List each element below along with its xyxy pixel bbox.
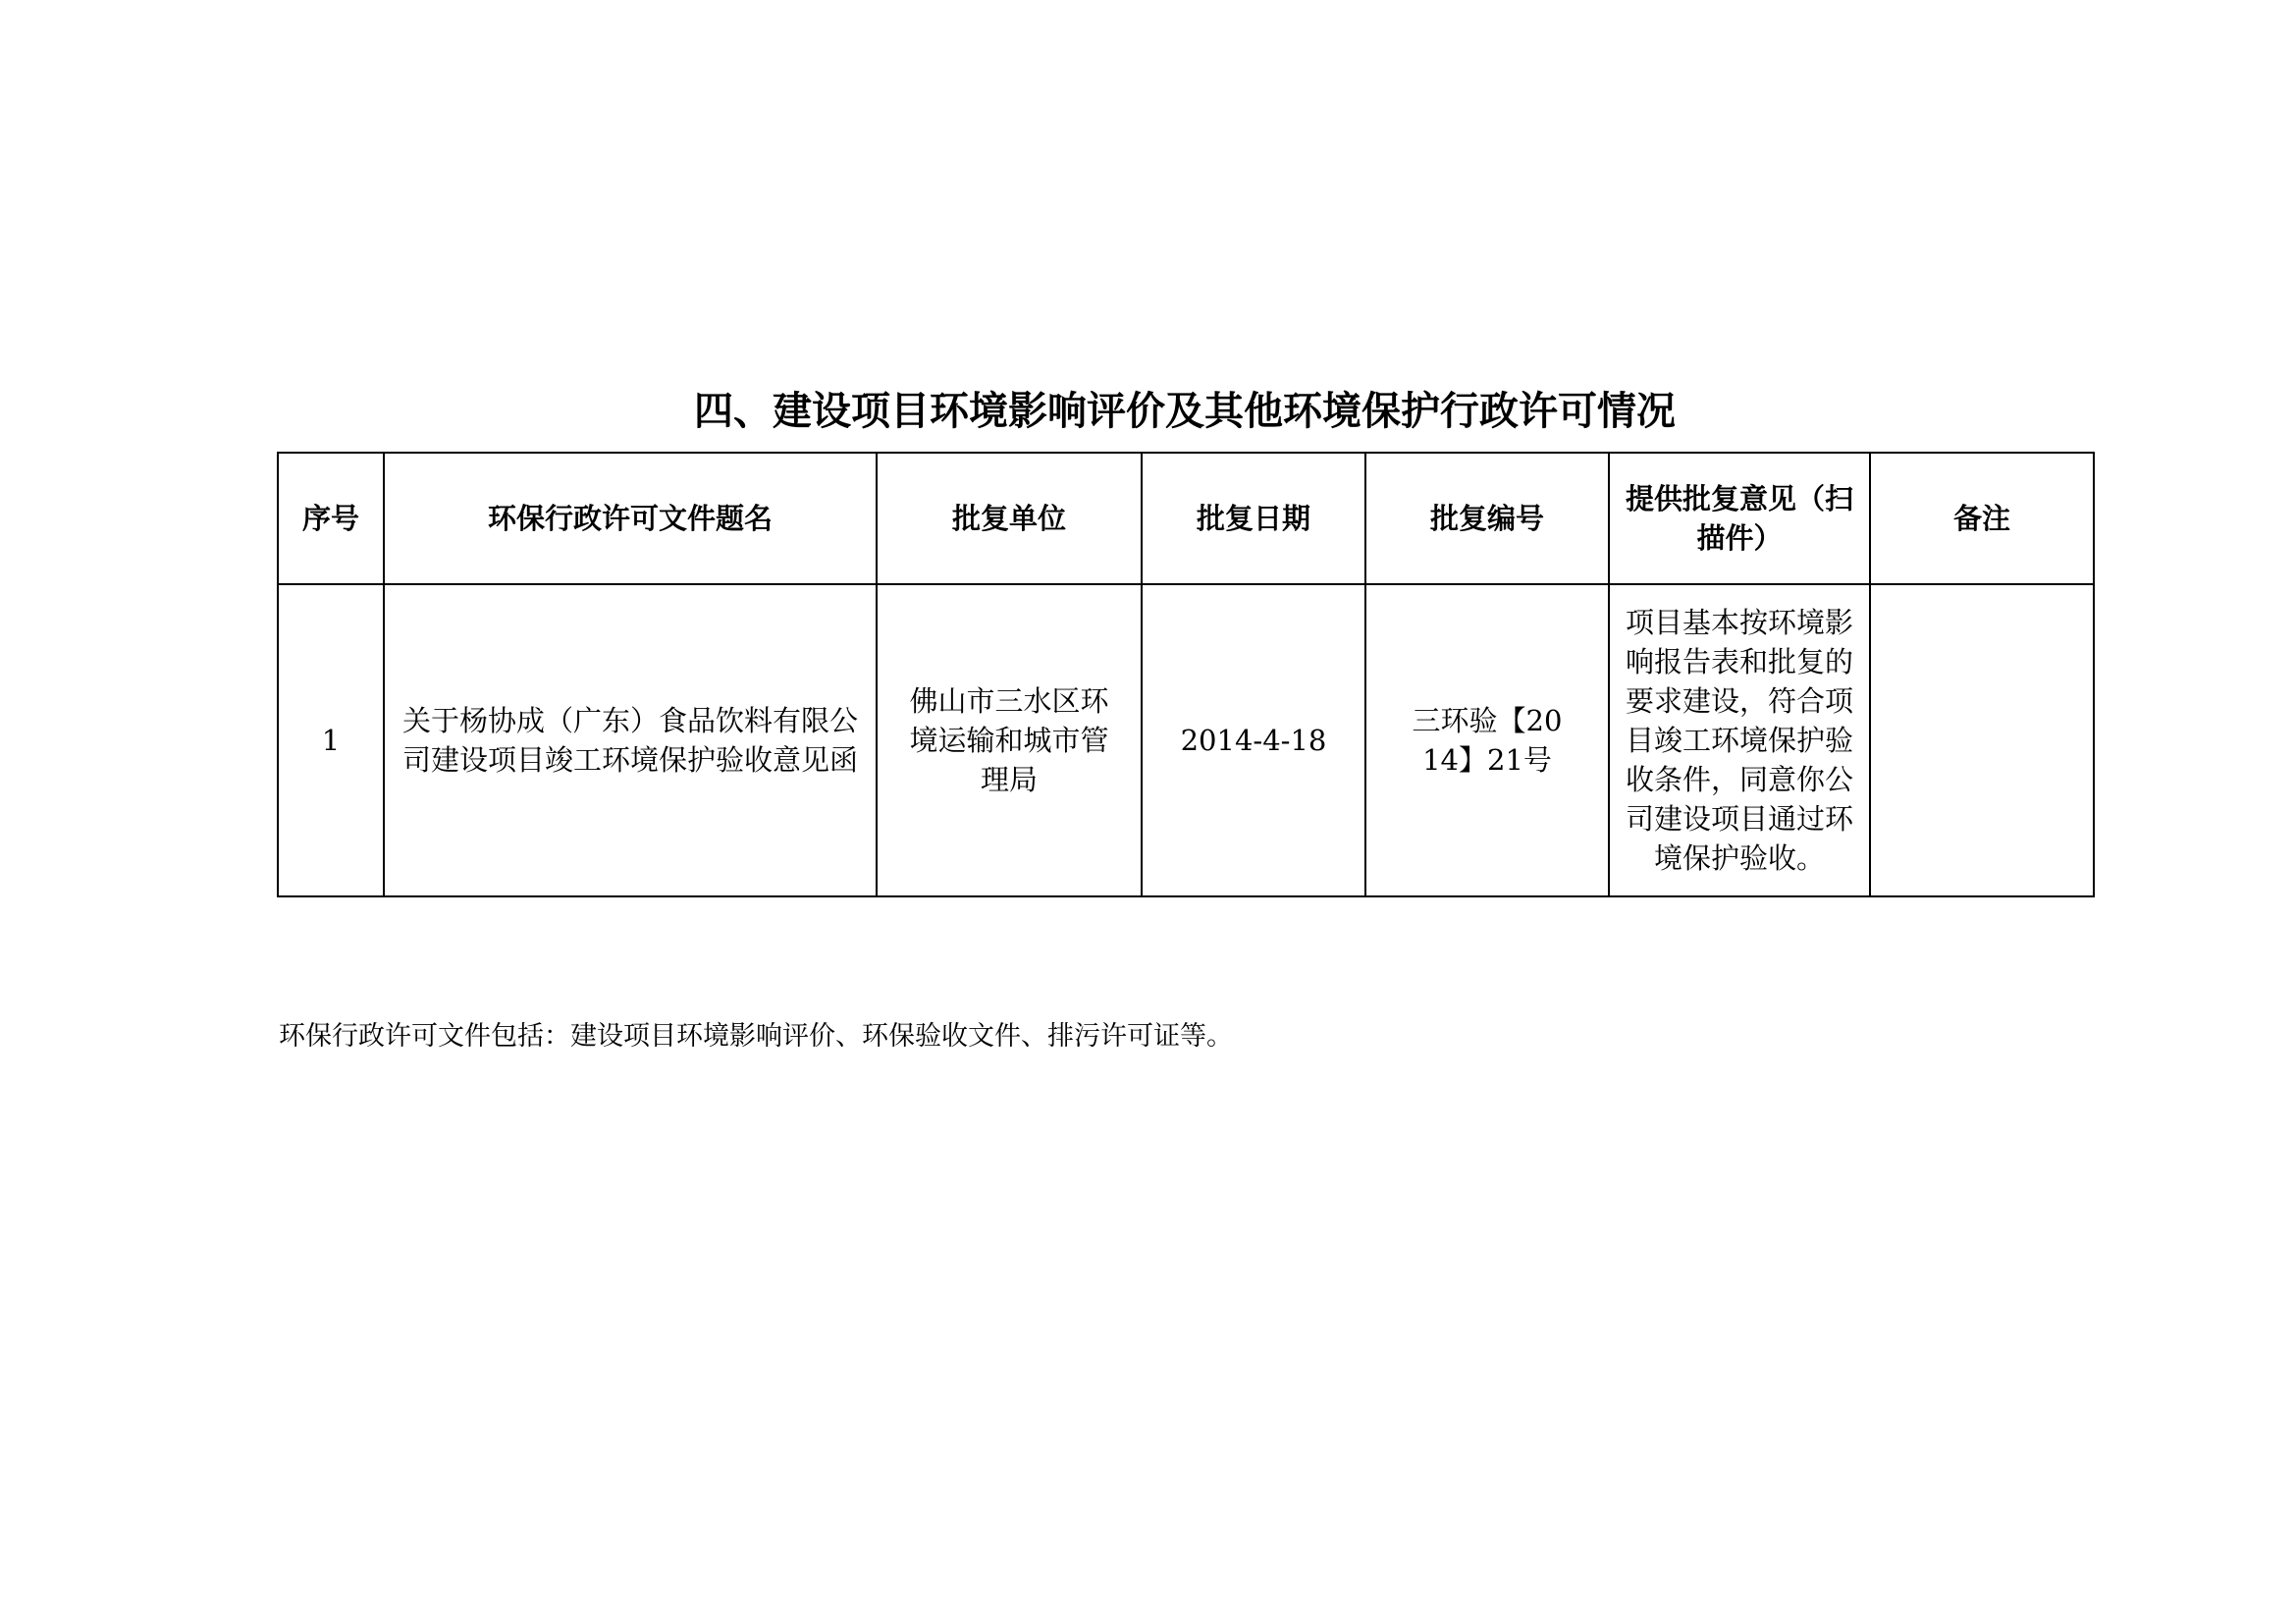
header-seq: 序号 (278, 453, 384, 584)
header-opinion: 提供批复意见（扫描件） (1609, 453, 1870, 584)
cell-opinion: 项目基本按环境影响报告表和批复的要求建设，符合项目竣工环境保护验收条件，同意你公司建设项目通过环境保护验收。 (1609, 584, 1870, 896)
header-date: 批复日期 (1142, 453, 1365, 584)
cell-number: 三环验【2014】21号 (1365, 584, 1609, 896)
header-doc-title: 环保行政许可文件题名 (384, 453, 877, 584)
header-number: 批复编号 (1365, 453, 1609, 584)
table-header-row (278, 453, 2094, 584)
table-row (278, 584, 2094, 896)
header-remark: 备注 (1870, 453, 2094, 584)
cell-remark (1870, 584, 2094, 896)
cell-unit: 佛山市三水区环境运输和城市管理局 (877, 584, 1142, 896)
footnote: 环保行政许可文件包括：建设项目环境影响评价、环保验收文件、排污许可证等。 (279, 1021, 1233, 1052)
cell-doc-title: 关于杨协成（广东）食品饮料有限公司建设项目竣工环境保护验收意见函 (384, 584, 877, 896)
header-unit: 批复单位 (877, 453, 1142, 584)
permit-table (277, 452, 2095, 897)
cell-seq: 1 (278, 584, 384, 896)
cell-date: 2014-4-18 (1142, 584, 1365, 896)
document-title: 四、建设项目环境影响评价及其他环境保护行政许可情况 (694, 388, 1676, 434)
